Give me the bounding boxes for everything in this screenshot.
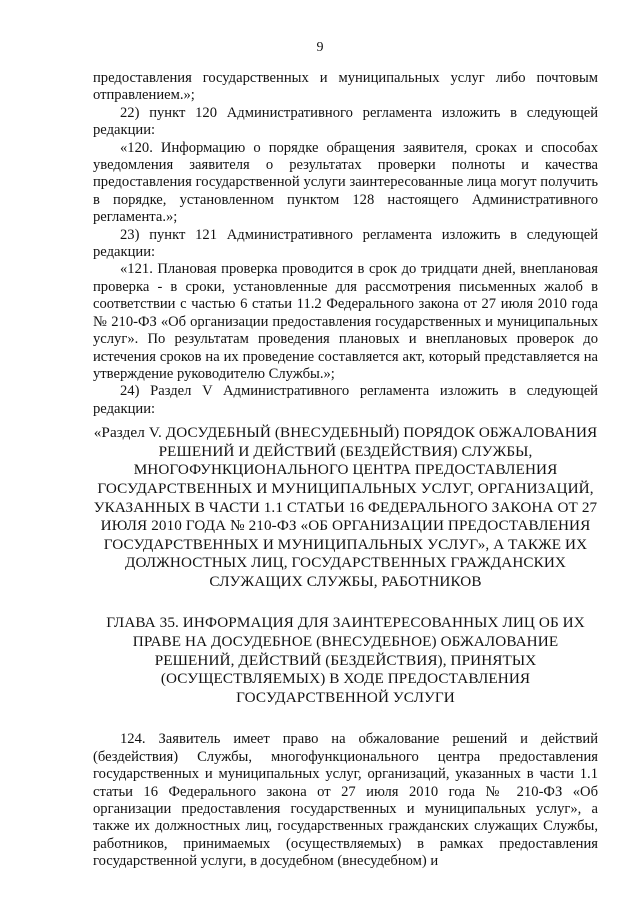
paragraph-amendment-22: 22) пункт 120 Административного регламента изложить в следующей редакции: [93,104,598,139]
quote-clause-121: «121. Плановая проверка проводится в срок до тридцати дней, внеплановая проверка - в сроки, установленные для рассмотрения письменных жалоб в соответствии с частью 6 статьи 11.2 Федерального закона от 27 июля 2010 года № 210-ФЗ «Об организации предоставления государственных и муниципальных услуг». По результатам проведения плановых и внеплановых проверок до истечения сроков на их проведение составляется акт, который представляется на утверждение руководителю Службы.»; [93,261,598,382]
paragraph-clause-124: 124. Заявитель имеет право на обжалование решений и действий (бездействия) Службы, многофункционального центра предоставления государственных и муниципальных услуг, организаций, указанных в части 1.1 статьи 16 Федерального закона от 27 июля 2010 года № 210-ФЗ «Об организации предоставления государственных и муниципальных услуг», а также их должностных лиц, государственных гражданских служащих Службы, работников, принимаемых (осуществляемых) в рамках предоставления государственной услуги, в досудебном (внесудебном) и [93,731,598,870]
section-heading: «Раздел V. ДОСУДЕБНЫЙ (ВНЕСУДЕБНЫЙ) ПОРЯДОК ОБЖАЛОВАНИЯ РЕШЕНИЙ И ДЕЙСТВИЙ (БЕЗДЕЙСТВИЯ) СЛУЖБЫ, МНОГОФУНКЦИОНАЛЬНОГО ЦЕНТРА ПРЕДОСТАВЛЕНИЯ ГОСУДАРСТВЕННЫХ И МУНИЦИПАЛЬНЫХ УСЛУГ, ОРГАНИЗАЦИЙ, УКАЗАННЫХ В ЧАСТИ 1.1 СТАТЬИ 16 ФЕДЕРАЛЬНОГО ЗАКОНА ОТ 27 ИЮЛЯ 2010 ГОДА № 210-ФЗ «ОБ ОРГАНИЗАЦИИ ПРЕДОСТАВЛЕНИЯ ГОСУДАРСТВЕННЫХ И МУНИЦИПАЛЬНЫХ УСЛУГ», А ТАКЖЕ ИХ ДОЛЖНОСТНЫХ ЛИЦ, ГОСУДАРСТВЕННЫХ ГРАЖДАНСКИХ СЛУЖАЩИХ СЛУЖБЫ, РАБОТНИКОВ [93,424,598,590]
paragraph-amendment-23: 23) пункт 121 Административного регламента изложить в следующей редакции: [93,226,598,261]
paragraph-amendment-24: 24) Раздел V Административного регламента изложить в следующей редакции: [93,383,598,417]
paragraph-continuation: предоставления государственных и муниципальных услуг либо почтовым отправлением.»; [93,70,598,104]
quote-clause-120: «120. Информацию о порядке обращения заявителя, сроках и способах уведомления заявителя о результатах проверки полноты и качества предоставления государственной услуги заинтересованные лица могут получить в порядке, установленном пунктом 128 настоящего Административного регламента.»; [93,139,598,226]
chapter-heading: ГЛАВА 35. ИНФОРМАЦИЯ ДЛЯ ЗАИНТЕРЕСОВАННЫХ ЛИЦ ОБ ИХ ПРАВЕ НА ДОСУДЕБНОЕ (ВНЕСУДЕБНОЕ) ОБЖАЛОВАНИЕ РЕШЕНИЙ, ДЕЙСТВИЙ (БЕЗДЕЙСТВИЯ), ПРИНЯТЫХ (ОСУЩЕСТВЛЯЕМЫХ) В ХОДЕ ПРЕДОСТАВЛЕНИЯ ГОСУДАРСТВЕННОЙ УСЛУГИ [106,614,585,706]
document-body [93,70,598,871]
page-number: 9 [316,40,324,55]
